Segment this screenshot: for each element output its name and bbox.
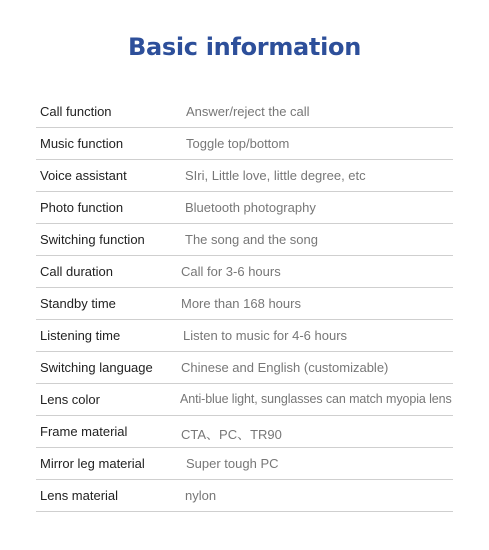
spec-row-photo-function: [36, 192, 453, 224]
spec-value: Bluetooth photography: [185, 200, 316, 215]
spec-label: Call duration: [40, 264, 113, 279]
spec-row-switching-function: [36, 224, 453, 256]
spec-label: Switching language: [40, 360, 153, 375]
spec-label: Photo function: [40, 200, 124, 215]
spec-value: Toggle top/bottom: [186, 136, 290, 151]
spec-row-call-duration: [36, 256, 453, 288]
spec-row-standby-time: [36, 288, 453, 320]
spec-label: Lens color: [40, 392, 100, 407]
spec-row-listening-time: [36, 320, 453, 352]
page-title: Basic information: [127, 33, 362, 61]
spec-value: More than 168 hours: [181, 296, 301, 311]
spec-label: Mirror leg material: [40, 456, 145, 471]
spec-row-switching-language: [36, 352, 453, 384]
spec-value: SIri, Little love, little degree, etc: [185, 168, 366, 183]
spec-value: Call for 3-6 hours: [181, 264, 281, 279]
spec-value: Anti-blue light, sunglasses can match myopia lens: [180, 392, 452, 406]
spec-label: Standby time: [40, 296, 116, 311]
spec-table: [36, 96, 453, 512]
spec-value: nylon: [185, 488, 217, 503]
spec-value: Super tough PC: [186, 456, 279, 471]
spec-label: Call function: [40, 104, 112, 119]
spec-row-frame-material: [36, 416, 453, 448]
spec-value: The song and the song: [185, 232, 318, 247]
spec-value: Answer/reject the call: [186, 104, 310, 119]
spec-label: Switching function: [40, 232, 145, 247]
spec-row-voice-assistant: [36, 160, 453, 192]
spec-label: Lens material: [40, 488, 119, 503]
spec-row-call-function: [36, 96, 453, 128]
spec-value: Listen to music for 4-6 hours: [183, 328, 348, 343]
spec-row-lens-color: [36, 384, 453, 416]
spec-value: Chinese and English (customizable): [181, 360, 389, 375]
spec-row-mirror-leg-material: [36, 448, 453, 480]
spec-label: Voice assistant: [40, 168, 127, 183]
spec-label: Frame material: [40, 424, 128, 439]
spec-label: Listening time: [40, 328, 121, 343]
spec-row-music-function: [36, 128, 453, 160]
spec-row-lens-material: [36, 480, 453, 512]
spec-label: Music function: [40, 136, 124, 151]
spec-value: CTA、PC、TR90: [181, 427, 282, 442]
